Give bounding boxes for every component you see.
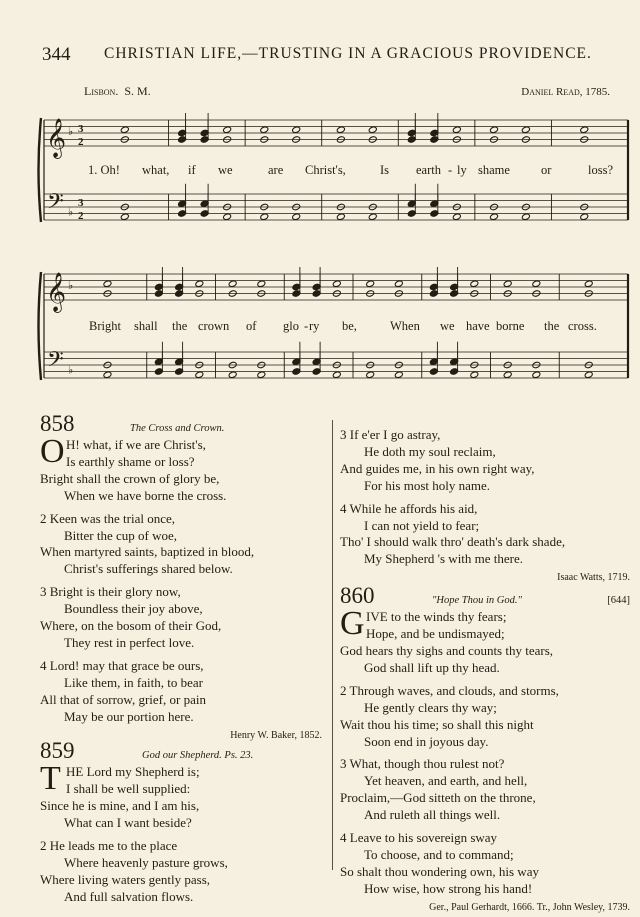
note-head [195, 371, 204, 378]
verse-line: When martyred saints, baptized in blood, [40, 544, 255, 560]
verse-line: 4 Lord! may that grace be ours, [40, 657, 204, 673]
verse-line: I shall be well supplied: [66, 781, 191, 797]
verse-line: Soon end in joyous day. [364, 733, 489, 749]
verse-line: How wise, how strong his hand! [364, 880, 533, 896]
verse-line: He doth my soul reclaim, [364, 443, 496, 459]
verse-line: God shall lift up thy head. [364, 659, 500, 675]
note-head [394, 280, 403, 287]
key-signature: ♭ [68, 364, 74, 377]
key-signature: ♭ [68, 206, 74, 219]
note-head [521, 213, 530, 220]
verse-line: May be our portion here. [64, 708, 194, 724]
note-head [368, 213, 377, 220]
lyric-syllable: borne [496, 319, 525, 333]
note-head [228, 280, 237, 287]
treble-clef: 𝄞 [46, 274, 67, 311]
lyric-syllable: we [218, 163, 233, 177]
lyric-syllable: - [448, 163, 453, 177]
note-head [366, 371, 375, 378]
verse [340, 427, 630, 495]
hymn-author: Isaac Watts, 1719. [557, 572, 630, 584]
time-signature: 2 [78, 210, 84, 222]
note-head [336, 213, 345, 220]
drop-cap: T [40, 760, 61, 798]
verse-line: And full salvation flows. [64, 888, 194, 904]
verse [340, 605, 630, 677]
key-signature: ♭ [68, 280, 74, 292]
verse-line: Wait thou his time; so shall this night [340, 716, 534, 732]
composer: Daniel Read, 1785. [521, 86, 610, 98]
verse-line: For his most holy name. [364, 477, 491, 493]
verse-line: Where heavenly pasture grows, [64, 854, 228, 870]
note-head [470, 280, 479, 287]
verse-line: 2 Through waves, and clouds, and storms, [340, 682, 559, 698]
verse-line: Tho' I should walk thro' death's dark shade, [340, 534, 566, 550]
verse-line: God hears thy sighs and counts thy tears, [340, 642, 554, 658]
verse-line: 4 While he affords his aid, [340, 500, 478, 516]
hymn-859 [40, 738, 322, 905]
note-head [292, 213, 301, 220]
lyric-syllable: ry [309, 319, 320, 333]
lyric-syllable: if [188, 163, 196, 177]
verse-line: All that of sorrow, grief, or pain [40, 691, 206, 707]
note-head [470, 371, 479, 378]
system-brace [39, 272, 42, 380]
lyric-syllable: Bright [89, 319, 121, 333]
verse-line: Hope, and be undismayed; [366, 626, 505, 642]
note-head [103, 371, 112, 378]
note-head [490, 126, 499, 133]
verse-line: Yet heaven, and earth, and hell, [364, 773, 528, 789]
note-head [394, 371, 403, 378]
page-number: 344 [42, 44, 71, 65]
lyric-syllable: what, [142, 163, 170, 177]
lyric-syllable: loss? [588, 163, 613, 177]
verse-line: Bright shall the crown of glory be, [40, 470, 220, 486]
note-head [368, 126, 377, 133]
verse-line: They rest in perfect love. [64, 634, 195, 650]
verse [40, 584, 322, 652]
verse-line: Christ's sufferings shared below. [64, 561, 233, 577]
time-signature: 3 [78, 197, 84, 209]
lyric-syllable: crown [198, 319, 230, 333]
verse-line: He gently clears thy way; [364, 699, 497, 715]
verse [40, 433, 322, 505]
note-head [580, 126, 589, 133]
lyric-syllable: Christ's, [305, 163, 346, 177]
verse-line: 2 He leads me to the place [40, 838, 178, 854]
note-head [332, 280, 341, 287]
verse [340, 501, 630, 569]
hymn-title: The Cross and Crown. [130, 423, 225, 434]
note-head [195, 280, 204, 287]
verse [340, 683, 630, 751]
lyric-syllable: - [304, 319, 309, 333]
lyric-syllable: glo [283, 319, 299, 333]
system-brace [39, 118, 42, 222]
hymn-reference: [644] [607, 595, 630, 607]
note-head [223, 126, 232, 133]
note-head [580, 213, 589, 220]
time-signature: 3 [78, 123, 84, 135]
verse-line: Where living waters gently pass, [40, 871, 211, 887]
hymn-author: Henry W. Baker, 1852. [230, 729, 322, 741]
note-head [332, 371, 341, 378]
verse-line: G IVE to the winds thy fears; [340, 605, 507, 643]
verse [40, 511, 322, 579]
verse-line: And guides me, in his own right way, [340, 460, 535, 476]
lyric-syllable: the [544, 319, 560, 333]
note-head [532, 371, 541, 378]
verse-line: 3 What, though thou rulest not? [340, 756, 505, 772]
verse-line: And ruleth all things well. [364, 807, 501, 823]
verse [40, 838, 322, 906]
lyric-syllable: When [390, 319, 420, 333]
hymn-number: 860 [340, 583, 375, 609]
note-head [260, 213, 269, 220]
verse-line: 2 Keen was the trial once, [40, 510, 176, 526]
bass-clef: 𝄢 [47, 347, 64, 377]
drop-cap: G [340, 605, 365, 643]
verse-line: So shalt thou wondering own, his way [340, 863, 539, 879]
hymn-text [340, 427, 630, 568]
lyric-syllable: have [466, 319, 490, 333]
lyric-syllable: shame [478, 163, 510, 177]
hymn-text [40, 433, 322, 726]
verse-line: To choose, and to command; [364, 846, 514, 862]
verse-line: Is earthly shame or loss? [66, 453, 195, 469]
verse-line: Proclaim,—God sitteth on the throne, [340, 790, 536, 806]
note-head [120, 126, 129, 133]
lyric-syllable: 1. Oh! [88, 163, 120, 177]
verse-line: Where, on the bosom of their God, [40, 618, 222, 634]
hymn-859-continued [340, 427, 630, 587]
verse-line: O H! what, if we are Christ's, [40, 433, 206, 470]
verse-line: 4 Leave to his sovereign sway [340, 830, 498, 846]
hymn-858 [40, 411, 322, 744]
verse-line: I can not yield to fear; [364, 517, 480, 533]
lyric-syllable: shall [134, 319, 158, 333]
verse-line: 3 If e'er I go astray, [340, 427, 441, 442]
right-column [340, 427, 630, 917]
hymn-title: "Hope Thou in God." [432, 595, 522, 607]
note-head [452, 126, 461, 133]
lyric-syllable: the [172, 319, 188, 333]
verse-line: T HE Lord my Shepherd is; [40, 760, 200, 798]
note-head [532, 280, 541, 287]
note-head [503, 371, 512, 378]
lyric-syllable: cross. [568, 319, 597, 333]
hymn-text [40, 760, 322, 905]
note-head [228, 371, 237, 378]
note-head [503, 280, 512, 287]
lyric-syllable: ly [457, 163, 467, 177]
hymn-author: Ger., Paul Gerhardt, 1666. Tr., John Wesley, 1739. [429, 901, 630, 913]
note-head [336, 126, 345, 133]
key-signature: ♭ [68, 126, 74, 138]
verse-line: When we have borne the cross. [64, 487, 227, 503]
note-head [452, 213, 461, 220]
lyric-syllable: Is [380, 163, 390, 177]
time-signature: 2 [78, 136, 84, 148]
note-head [223, 213, 232, 220]
note-head [257, 280, 266, 287]
left-column [40, 411, 322, 906]
lyric-syllable: we [440, 319, 455, 333]
music-score [0, 0, 640, 400]
hymn-number: 858 [40, 411, 75, 436]
verse [340, 830, 630, 898]
verse-line: 3 Bright is their glory now, [40, 584, 181, 600]
verse [40, 658, 322, 726]
hymn-text [340, 605, 630, 898]
verse-line: What can I want beside? [64, 815, 192, 831]
verse-line: My Shepherd 's with me there. [364, 551, 524, 567]
verse-line: Since he is mine, and I am his, [40, 798, 200, 814]
hymn-number: 859 [40, 738, 75, 764]
tune-name: Lisbon. [84, 84, 119, 98]
column-divider [332, 420, 333, 870]
note-head [490, 213, 499, 220]
note-head [584, 280, 593, 287]
lyric-syllable: earth [416, 163, 441, 177]
note-head [257, 371, 266, 378]
lyric-syllable: or [541, 163, 552, 177]
running-head: CHRISTIAN LIFE,—TRUSTING IN A GRACIOUS PROVIDENCE. [104, 45, 592, 62]
note-head [584, 371, 593, 378]
lyric-syllable: are [268, 163, 284, 177]
note-head [366, 280, 375, 287]
drop-cap: O [40, 433, 65, 470]
tune-meter: S. M. [124, 84, 151, 98]
bass-clef: 𝄢 [47, 189, 64, 219]
treble-clef: 𝄞 [46, 120, 67, 157]
lyric-syllable: be, [342, 319, 357, 333]
verse-line: Bitter the cup of woe, [64, 527, 177, 543]
hymn-860 [340, 583, 630, 916]
note-head [521, 126, 530, 133]
verse [340, 756, 630, 824]
verse-line: Boundless their joy above, [64, 601, 203, 617]
verse-line: Like them, in faith, to bear [64, 674, 203, 690]
lyric-syllable: of [246, 319, 257, 333]
hymn-title: God our Shepherd. Ps. 23. [142, 750, 254, 762]
verse [40, 760, 322, 832]
note-head [120, 213, 129, 220]
note-head [260, 126, 269, 133]
note-head [103, 280, 112, 287]
note-head [292, 126, 301, 133]
